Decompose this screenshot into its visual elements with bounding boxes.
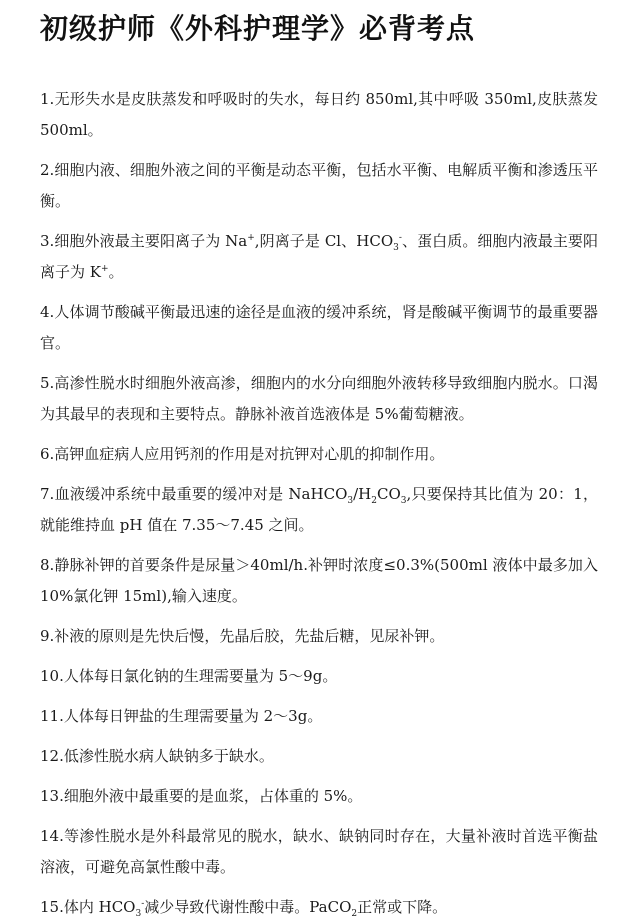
subscript: 3 [347, 496, 354, 506]
point-7-text: /H [353, 485, 372, 503]
superscript: - [398, 233, 402, 243]
point-12-text: 12.低渗性脱水病人缺钠多于缺水。 [40, 747, 274, 765]
point-2 [40, 155, 598, 217]
point-5-text: 5.高渗性脱水时细胞外液高渗，细胞内的水分向细胞外液转移导致细胞内脱水。口渴为其最早的表现和主要特点。静脉补液首选液体是 5%葡萄糖液。 [40, 374, 598, 423]
point-15-text: 减少导致代谢性酸中毒。PaCO [144, 898, 352, 916]
point-7 [40, 479, 598, 541]
point-11 [40, 701, 598, 732]
point-13 [40, 781, 598, 812]
point-15-text: 15.体内 HCO [40, 898, 136, 916]
point-7-text: CO [376, 485, 401, 503]
point-12 [40, 741, 598, 772]
point-8-text: 8.静脉补钾的首要条件是尿量＞40ml/h.补钾时浓度≤0.3%(500ml 液体中最多加入 10%氯化钾 15ml),输入速度。 [40, 556, 598, 605]
point-2-text: 2.细胞内液、细胞外液之间的平衡是动态平衡，包括水平衡、电解质平衡和渗透压平衡。 [40, 161, 598, 210]
point-3-text: 、蛋白质。细胞内液最主要阳离子为 K [40, 232, 598, 281]
point-4 [40, 297, 598, 359]
point-10-text: 10.人体每日氯化钠的生理需要量为 5～9g。 [40, 667, 338, 685]
point-9-text: 9.补液的原则是先快后慢，先晶后胶，先盐后糖，见尿补钾。 [40, 627, 445, 645]
document-title: 初级护师《外科护理学》必背考点 [40, 12, 476, 45]
point-8 [40, 550, 598, 612]
subscript: 2 [351, 909, 358, 919]
point-3 [40, 226, 598, 288]
point-10 [40, 661, 598, 692]
point-1-text: 1.无形失水是皮肤蒸发和呼吸时的失水，每日约 850ml,其中呼吸 350ml,皮肤蒸发 500ml。 [40, 90, 598, 139]
point-9 [40, 621, 598, 652]
subscript: 3 [400, 496, 407, 506]
point-6-text: 6.高钾血症病人应用钙剂的作用是对抗钾对心肌的抑制作用。 [40, 445, 445, 463]
point-1 [40, 84, 598, 146]
point-14-text: 14.等渗性脱水是外科最常见的脱水，缺水、缺钠同时存在，大量补液时首选平衡盐溶液，可避免高氯性酸中毒。 [40, 827, 598, 876]
superscript: - [141, 899, 145, 909]
point-6 [40, 439, 598, 470]
superscript: + [247, 233, 255, 243]
subscript: 3 [393, 243, 399, 253]
point-14 [40, 821, 598, 883]
point-13-text: 13.细胞外液中最重要的是血浆，占体重的 5%。 [40, 787, 363, 805]
point-3-text: ,阴离子是 Cl、HCO [254, 232, 394, 250]
point-15 [40, 892, 598, 923]
point-15-text: 正常或下降。 [357, 898, 448, 916]
superscript: + [100, 264, 109, 274]
point-3-text: 3.细胞外液最主要阳离子为 Na [40, 232, 248, 250]
point-7-text: ,只要保持其比值为 20：1，就能维持血 pH 值在 7.35～7.45 之间。 [40, 485, 598, 534]
point-5 [40, 368, 598, 430]
point-11-text: 11.人体每日钾盐的生理需要量为 2～3g。 [40, 707, 323, 725]
point-7-text: 7.血液缓冲系统中最重要的缓冲对是 NaHCO [40, 485, 348, 503]
point-4-text: 4.人体调节酸碱平衡最迅速的途径是血液的缓冲系统，肾是酸碱平衡调节的最重要器官。 [40, 303, 598, 352]
point-3-text: 。 [108, 263, 124, 281]
subscript: 2 [371, 496, 377, 506]
subscript: 3 [135, 909, 142, 919]
